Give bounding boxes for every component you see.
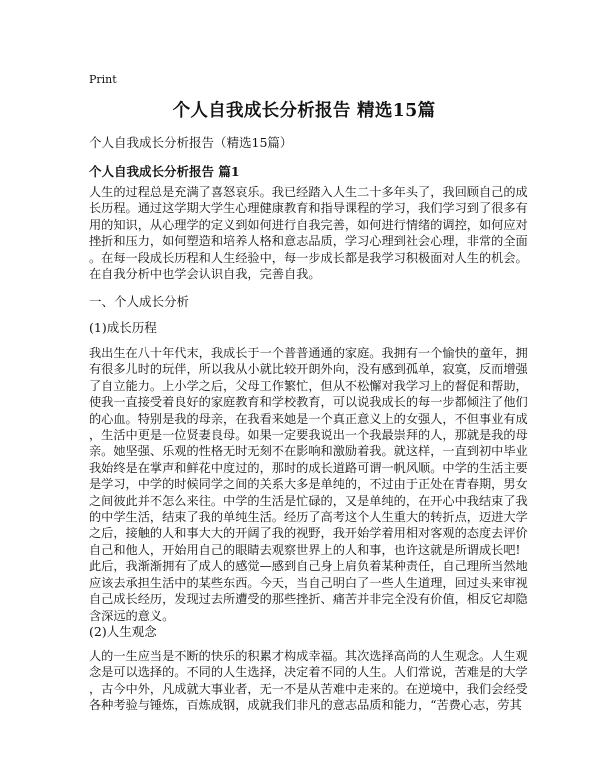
intro-line: 在自我分析中也学会认识自我，完善自我。	[89, 267, 321, 282]
growth-line: 有很多儿时的玩伴，所以我从小就比较开朗外向，没有感到孤单，寂寞，反而增强	[89, 362, 528, 377]
growth-line: ，生活中更是一位贤妻良母。如果一定要我说出一个我最崇拜的人，那就是我的母	[89, 428, 528, 443]
heading-growth-history: (1)成长历程	[89, 320, 157, 335]
growth-line: 是学习，中学的时候同学之间的关系大多是单纯的，不过由于正处在青春期，男女	[89, 477, 528, 492]
growth-line: 的心血。特别是我的母亲，在我看来她是一个真正意义上的女强人，不但事业有成	[89, 411, 528, 426]
growth-line: 含深远的意义。	[89, 608, 175, 623]
intro-line: 长历程。通过这学期大学生心理健康教育和指导课程的学习，我们学习到了很多有	[89, 201, 528, 216]
page-title: 个人自我成长分析报告 精选15篇	[172, 101, 436, 121]
life-view-line: 人的一生应当是不断的快乐的积累才构成幸福。其次选择高尚的人生观念。人生观	[89, 649, 528, 663]
intro-line: 用的知识，从心理学的定义到如何进行自我完善，如何进行情绪的调控，如何应对	[89, 217, 528, 232]
heading-personal-analysis: 一、个人成长分析	[89, 294, 190, 309]
intro-line: 挫折和压力，如何塑造和培养人格和意志品质，学习心理到社会心理，非常的全面	[89, 234, 528, 249]
growth-line: 自己和他人，开始用自己的眼睛去观察世界上的人和事，也许这就是所谓成长吧!	[89, 542, 521, 557]
growth-line: 应该去承担生活中的某些东西。今天，当自己明白了一些人生道理，回过头来审视	[89, 575, 528, 590]
section-heading: 个人自我成长分析报告 篇1	[89, 164, 240, 179]
intro-paragraph	[89, 184, 528, 282]
growth-line: 亲。她坚强、乐观的性格无时无刻不在影响和激励着我。就这样，一直到初中毕业	[89, 444, 528, 459]
growth-line: 之间彼此并不怎么来往。中学的生活是忙碌的，又是单纯的，在开心中我结束了我	[89, 493, 528, 508]
growth-line: 了自立能力。上小学之后，父母工作繁忙，但从不松懈对我学习上的督促和帮助，	[89, 378, 528, 393]
growth-line: 的中学生活，结束了我的单纯生活。经历了高考这个人生重大的转折点，迈进大学	[89, 510, 528, 525]
life-view-paragraph	[89, 648, 528, 714]
growth-line: 之后，接触的人和事大大的开阔了我的视野，我开始学着用相对客观的态度去评价	[89, 526, 528, 541]
growth-line: 使我一直接受着良好的家庭教育和学校教育，可以说我成长的每一步都倾注了他们	[89, 395, 528, 410]
growth-line: 我始终是在掌声和鲜花中度过的，那时的成长道路可谓一帆风顺。中学的生活主要	[89, 460, 528, 475]
life-view-line: 各种考验与锤炼，百炼成钢，成就我们非凡的意志品质和能力，“苦费心志，劳其	[89, 698, 522, 713]
growth-line: 自己成长经历，发现过去所遭受的那些挫折、痛苦并非完全没有价值，相反它却隐	[89, 592, 528, 607]
document-subtitle: 个人自我成长分析报告（精选15篇）	[89, 135, 293, 150]
intro-line: 人生的过程总是充满了喜怒哀乐。我已经踏入人生二十多年头了，我回顾自己的成	[89, 185, 528, 199]
growth-line: 我出生在八十年代末，我成长于一个普普通通的家庭。我拥有一个愉快的童年，拥	[89, 346, 528, 360]
growth-line: 此后，我渐渐拥有了成人的感觉—感到自己身上肩负着某种责任，自己理所当然地	[89, 559, 528, 574]
heading-life-view: (2)人生观念	[89, 624, 157, 639]
growth-paragraph	[89, 345, 528, 624]
intro-line: 。在每一段成长历程和人生经验中，每一步成长都是我学习积极面对人生的机会。	[89, 250, 528, 265]
life-view-line: 念是可以选择的。不同的人生选择，决定着不同的人生。人们常说，苦难是的大学	[89, 665, 528, 680]
print-link[interactable]: Print	[89, 73, 117, 86]
life-view-line: ，古今中外，凡成就大事业者，无一不是从苦难中走来的。在逆境中，我们会经受	[89, 681, 528, 696]
